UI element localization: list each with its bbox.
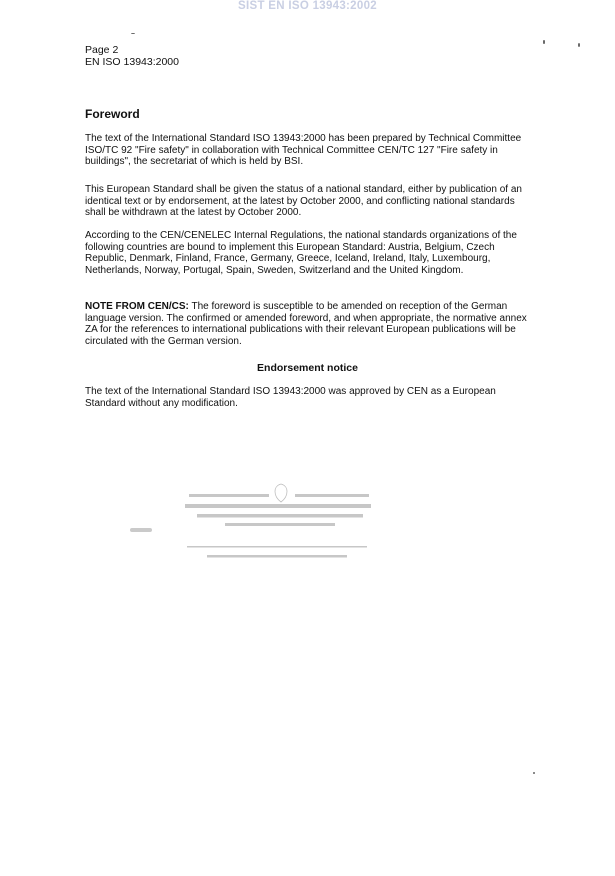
endorsement-paragraph: The text of the International Standard ISO 13943:2000 was approved by CEN as a European Standard without any modification. (85, 386, 496, 409)
foreword-paragraph-3: According to the CEN/CENELEC Internal Regulations, the national standards organizations of the following countries are bound to implement this European Standard: Austria, Belgium, Czech Republic, Denmark, Finland, France, Germany, Greece, Iceland, Ireland, Italy, Luxembourg, Netherlands, Norway, Portugal, Spain, Sweden, Switzerland and the United Kingdom. (85, 230, 517, 276)
scan-speck (130, 528, 152, 532)
stamp-graphic (185, 480, 375, 575)
foreword-paragraph-2: This European Standard shall be given the status of a national standard, either by publication of an identical text or by endorsement, at the latest by October 2000, and conflicting national standards shall be withdrawn at the latest by October 2000. (85, 184, 522, 219)
note-label: NOTE FROM CEN/CS: (85, 301, 189, 312)
page-number: Page 2 (85, 44, 119, 56)
page-header (85, 44, 179, 68)
standard-id: EN ISO 13943:2000 (85, 56, 179, 68)
scan-speck (533, 772, 535, 774)
foreword-paragraph-1: The text of the International Standard ISO 13943:2000 has been prepared by Technical Committee ISO/TC 92 "Fire safety" in collaboration with Technical Committee CEN/TC 127 "Fire safety in buildings", the secretariat of which is held by BSI. (85, 133, 522, 168)
faint-stamp (185, 480, 375, 580)
watermark: SIST EN ISO 13943:2002 (238, 0, 377, 12)
foreword-heading: Foreword (85, 107, 140, 121)
note-text: The foreword is susceptible to be amended on reception of the German language version. The confirmed or amended foreword, and when appropriate, the normative annex ZA for the references to international publications with their relevant European publications will be circulated with the German version. (85, 301, 527, 347)
scan-speck (131, 33, 135, 34)
scan-speck (578, 43, 580, 47)
note-paragraph (85, 301, 530, 347)
scan-speck (543, 40, 545, 44)
endorsement-heading: Endorsement notice (257, 362, 358, 374)
